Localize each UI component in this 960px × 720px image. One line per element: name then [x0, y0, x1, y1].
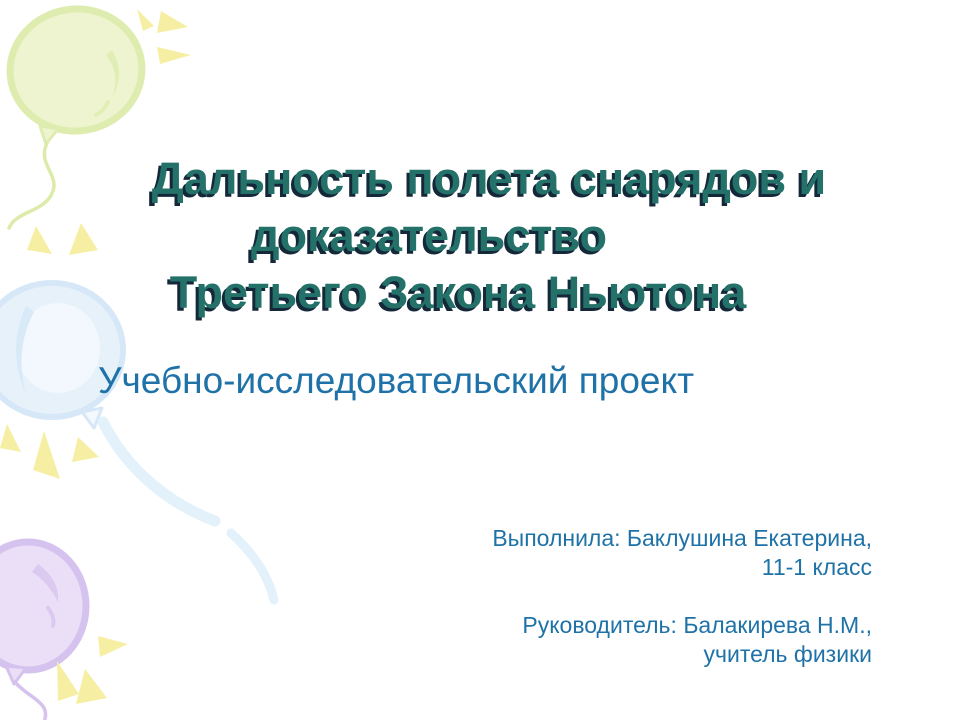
- credits-author-line: Выполнила: Баклушина Екатерина,: [492, 525, 872, 551]
- title-line-3: Третьего Закона Ньютона: [169, 267, 747, 318]
- slide-subtitle: Учебно-исследовательский проект: [98, 360, 695, 401]
- title-line-1: Дальность полета снарядов и: [151, 153, 827, 204]
- slide-title: [0, 150, 960, 321]
- yellow-sparkle-icon: [0, 424, 99, 479]
- credits-class-line: 11-1 класс: [761, 554, 872, 580]
- credits-supervisor-role-line: учитель физики: [703, 641, 872, 667]
- faint-blue-arc-icon: [103, 422, 274, 600]
- title-line-2: доказательство: [251, 210, 607, 261]
- credits-supervisor-line: Руководитель: Балакирева Н.М.,: [522, 612, 872, 638]
- yellow-sparkle-icon: [137, 9, 191, 64]
- credits-block: [372, 524, 872, 669]
